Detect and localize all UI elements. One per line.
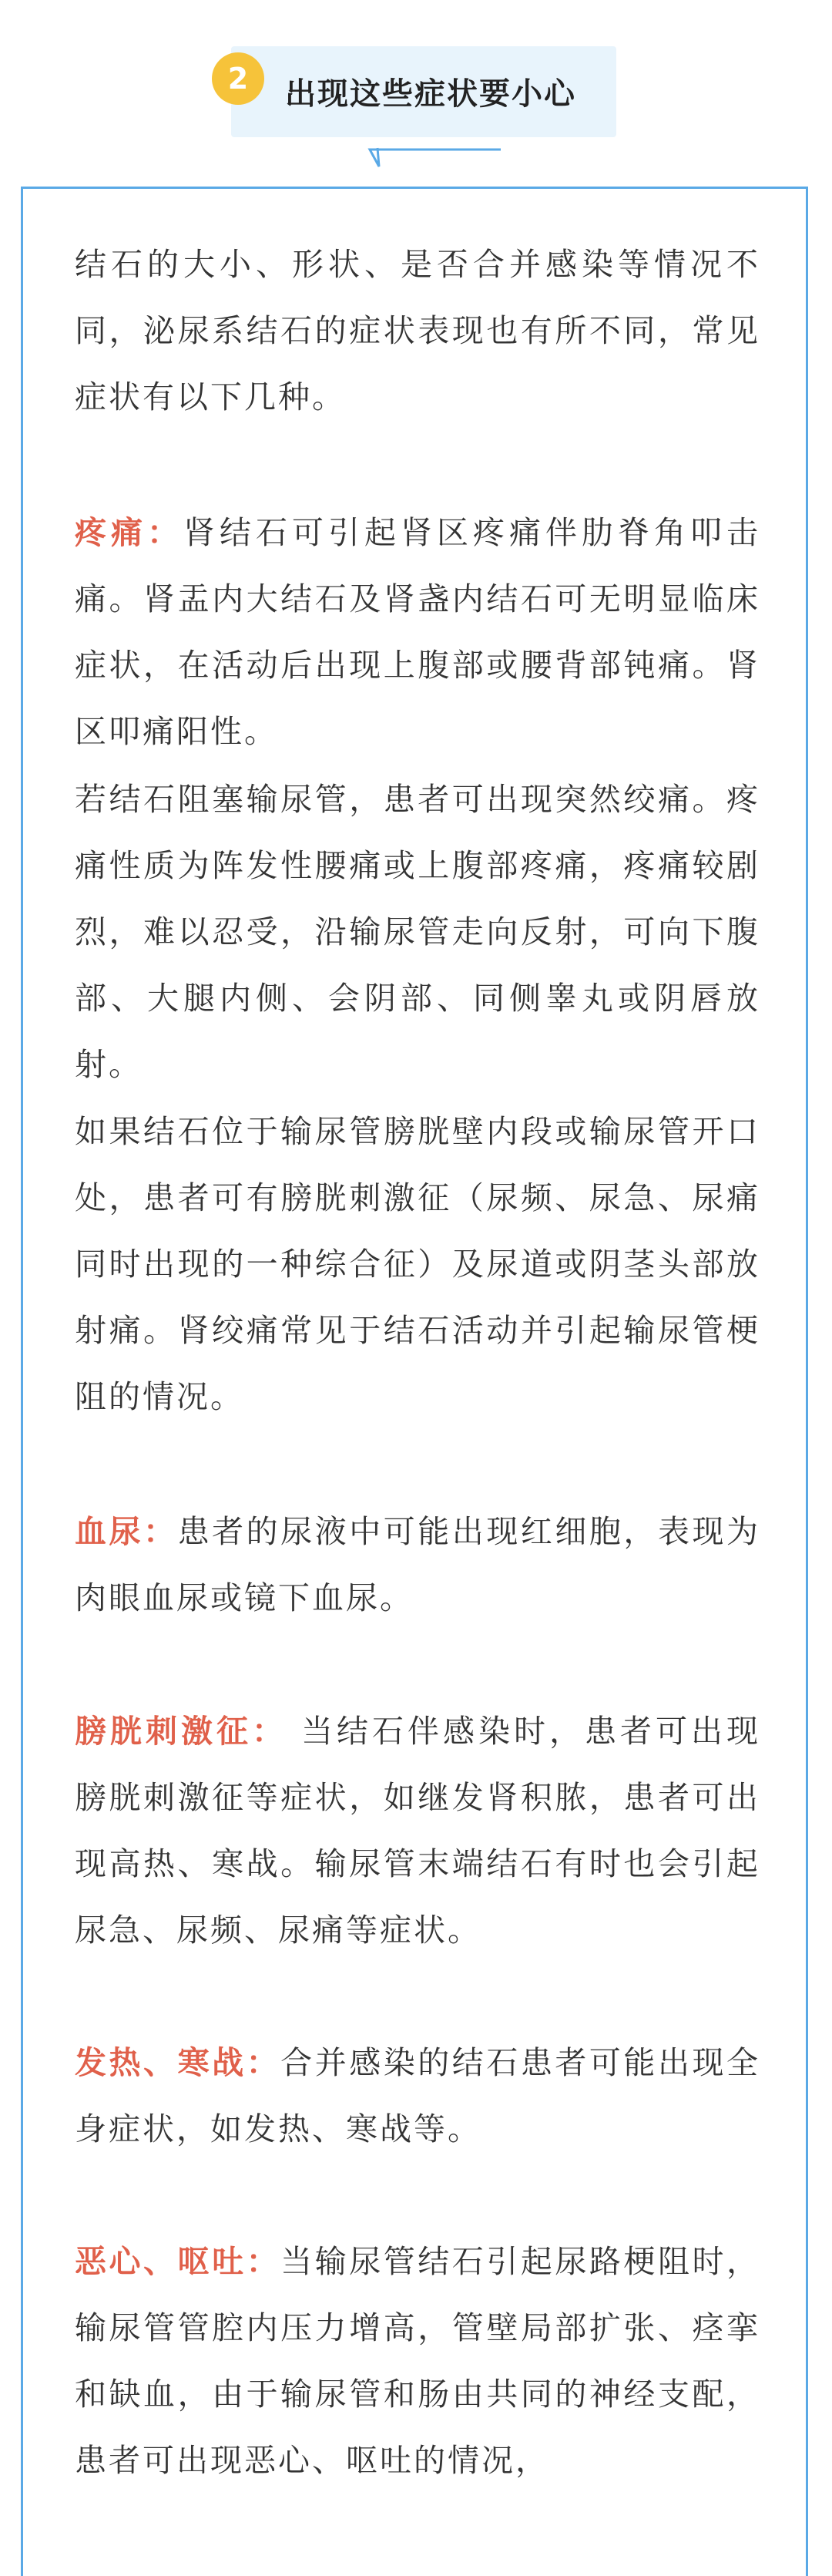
ureter-pain-paragraph: 若结石阻塞输尿管，患者可出现突然绞痛。疼痛性质为阵发性腰痛或上腹部疼痛，疼痛较剧烈，难以忍受，沿输尿管走向反射，可向下腹部、大腿内侧、会阴部、同侧睾丸或阴唇放射。 xyxy=(75,781,760,1083)
pain-paragraph xyxy=(75,499,760,765)
intro-paragraph: 结石的大小、形状、是否合并感染等情况不同，泌尿系结石的症状表现也有所不同，常见症状有以下几种。 xyxy=(75,246,760,415)
fever-text: 合并感染的结石患者可能出现全身症状，如发热、寒战等。 xyxy=(75,2044,761,2147)
section-number-badge: 2 xyxy=(212,52,264,105)
nausea-label: 恶心、呕吐： xyxy=(75,2243,281,2280)
speech-tail-icon xyxy=(331,139,501,170)
fever-paragraph xyxy=(75,2030,760,2162)
bladder-irritation-paragraph xyxy=(75,1698,760,1963)
section-title: 出现这些症状要小心 xyxy=(285,76,576,112)
bladder-wall-pain-paragraph: 如果结石位于输尿管膀胱壁内段或输尿管开口处，患者可有膀胱刺激征（尿频、尿急、尿痛同时出现的一种综合征）及尿道或阴茎头部放射痛。肾绞痛常见于结石活动并引起输尿管梗阻的情况。 xyxy=(75,1113,760,1415)
hematuria-text: 患者的尿液中可能出现红细胞，表现为肉眼血尿或镜下血尿。 xyxy=(75,1513,761,1616)
hematuria-label: 血尿： xyxy=(75,1513,178,1550)
pain-label: 疼痛： xyxy=(75,514,183,551)
pain-text: 肾结石可引起肾区疼痛伴肋脊角叩击痛。肾盂内大结石及肾盏内结石可无明显临床症状，在活动后出现上腹部或腰背部钝痛。肾区叩痛阳性。 xyxy=(75,514,760,750)
nausea-text: 当输尿管结石引起尿路梗阻时，输尿管管腔内压力增高，管壁局部扩张、痉挛和缺血，由于输尿管和肠由共同的神经支配，患者可出现恶心、呕吐的情况， xyxy=(75,2243,761,2479)
bladder-irritation-text: 当结石伴感染时，患者可出现膀胱刺激征等症状，如继发肾积脓，患者可出现高热、寒战。输尿管末端结石有时也会引起尿急、尿频、尿痛等症状。 xyxy=(75,1713,760,1949)
nausea-paragraph xyxy=(75,2228,760,2494)
bladder-irritation-label: 膀胱刺激征： xyxy=(75,1713,287,1750)
hematuria-paragraph xyxy=(75,1498,760,1631)
fever-label: 发热、寒战： xyxy=(75,2044,281,2081)
